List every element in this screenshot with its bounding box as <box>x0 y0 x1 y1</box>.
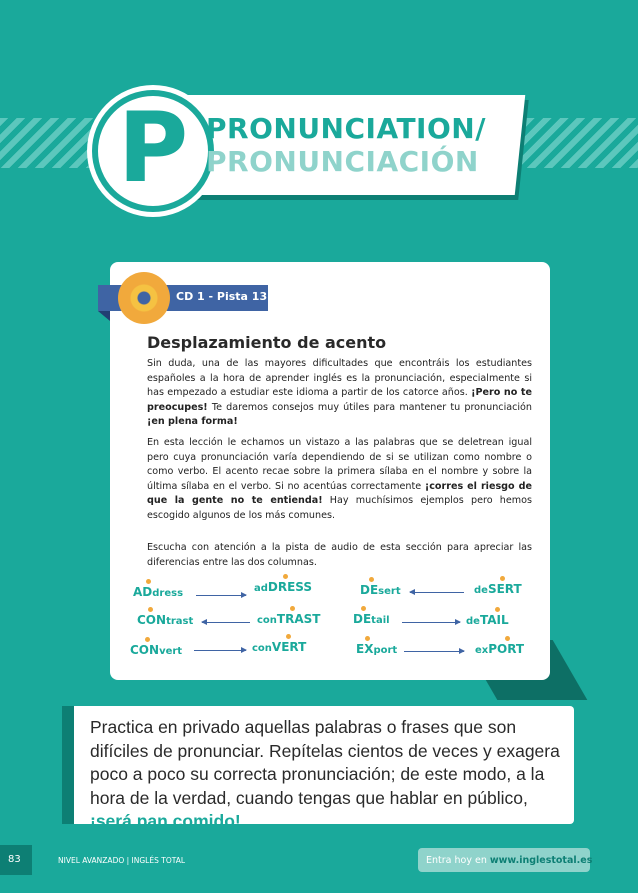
stressed-syllable: SERT <box>487 582 522 596</box>
stressed-syllable: DE <box>360 583 379 597</box>
paragraph-intro <box>147 357 532 430</box>
unstressed-syllable: con <box>252 643 272 654</box>
stressed-syllable: VERT <box>271 640 307 654</box>
intro-bold-2: ¡en plena forma! <box>147 416 238 427</box>
unstressed-syllable: ex <box>475 645 489 656</box>
noun-convert <box>130 643 182 657</box>
stress-dot <box>365 636 370 641</box>
unstressed-syllable: dress <box>152 588 184 599</box>
stress-dot <box>146 579 151 584</box>
arrow-left <box>410 592 464 593</box>
arrow-right <box>404 651 464 652</box>
noun-export <box>356 642 397 656</box>
arrow-left <box>202 622 250 623</box>
arrow-right <box>194 650 246 651</box>
cd-disc-icon <box>118 272 170 324</box>
verb-contrast <box>257 612 320 626</box>
cd-band-fold <box>98 311 110 321</box>
tip-accent-bar <box>62 706 74 824</box>
website-url[interactable]: www.inglestotal.es <box>489 855 593 866</box>
stressed-syllable: CON <box>130 643 160 657</box>
noun-contrast <box>137 613 193 627</box>
unstressed-syllable: sert <box>378 586 401 597</box>
pronunciation-logo <box>92 90 214 212</box>
cd-track-label: CD 1 - Pista 13 <box>176 290 268 303</box>
stress-dot <box>361 606 366 611</box>
website-text[interactable] <box>426 855 592 866</box>
stress-dot <box>286 634 291 639</box>
noun-detail <box>353 612 390 626</box>
unstressed-syllable: con <box>257 615 277 626</box>
lesson-heading: Desplazamiento de acento <box>147 333 387 352</box>
intro-bold-1: ¡Pero no te preocupes! <box>147 387 532 413</box>
title-spanish: PRONUNCIACIÓN <box>206 145 479 178</box>
stressed-syllable: TRAST <box>276 612 321 626</box>
verb-export <box>475 642 524 656</box>
stressed-syllable: EX <box>356 642 374 656</box>
stress-dot <box>290 606 295 611</box>
unstressed-syllable: de <box>474 585 488 596</box>
unstressed-syllable: port <box>373 645 398 656</box>
page-number: 83 <box>8 854 21 865</box>
stress-dot <box>505 636 510 641</box>
stressed-syllable: TAIL <box>479 613 509 627</box>
noun-desert <box>360 583 401 597</box>
unstressed-syllable: vert <box>159 646 183 657</box>
website-prefix: Entra hoy en <box>426 855 490 866</box>
stress-dot <box>148 607 153 612</box>
stressed-syllable: AD <box>133 585 153 599</box>
explanation-bold: ¡corres el riesgo de que la gente no te entienda! <box>147 480 532 506</box>
paragraph-explanation <box>147 436 532 523</box>
tip-text <box>90 716 560 834</box>
stressed-syllable: PORT <box>488 642 525 656</box>
arrow-right <box>402 622 460 623</box>
stress-dot <box>369 577 374 582</box>
unstressed-syllable: trast <box>166 616 194 627</box>
stressed-syllable: CON <box>137 613 167 627</box>
tip-body: Practica en privado aquellas palabras o frases que son difíciles de pronunciar. Repítelas cientos de veces y exagera poco a poco su correcta pronunciación; de este modo, a la hora de la verdad, cuando tengas que hablar en público, <box>90 717 560 808</box>
unstressed-syllable: ad <box>254 583 268 594</box>
logo-letter: P <box>117 92 189 204</box>
verb-desert <box>474 582 522 596</box>
verb-address <box>254 580 312 594</box>
tip-highlight: ¡será pan comido! <box>90 811 241 831</box>
arrow-right <box>196 595 246 596</box>
footer-label: NIVEL AVANZADO | INGLÉS TOTAL <box>58 856 186 865</box>
stressed-syllable: DRESS <box>267 580 313 594</box>
explanation-text: En esta lección le echamos un vistazo a las palabras que se deletrean igual pero cuya pronunciación varía dependiendo de si se utilizan como nombre o como verbo. El acento recae sobre la primera sílaba en el nombre y sobre la última sílaba en el verbo. Si no acentúas correctamente <box>147 437 532 492</box>
stress-dot <box>145 637 150 642</box>
stressed-syllable: DE <box>353 612 372 626</box>
intro-text: Sin duda, una de las mayores dificultades que encontráis los estudiantes españoles a la hora de aprender inglés es la pronunciación, especialmente si has empezado a estudiar este idioma a partir de los catorce años. <box>147 358 532 398</box>
title-english: PRONUNCIATION/ <box>206 112 486 145</box>
stress-dot <box>283 574 288 579</box>
stress-dot <box>500 576 505 581</box>
paragraph-listen: Escucha con atención a la pista de audio de esta sección para apreciar las diferencias entre las dos columnas. <box>147 542 532 568</box>
unstressed-syllable: de <box>466 616 480 627</box>
noun-address <box>133 585 183 599</box>
intro-text-2: Te daremos consejos muy útiles para mantener tu pronunciación <box>207 401 532 413</box>
unstressed-syllable: tail <box>371 615 390 626</box>
explanation-text-2: Hay muchísimos ejemplos pero hemos escogido algunos de los más comunes. <box>147 495 532 521</box>
stress-dot <box>495 607 500 612</box>
verb-convert <box>252 640 306 654</box>
verb-detail <box>466 613 509 627</box>
